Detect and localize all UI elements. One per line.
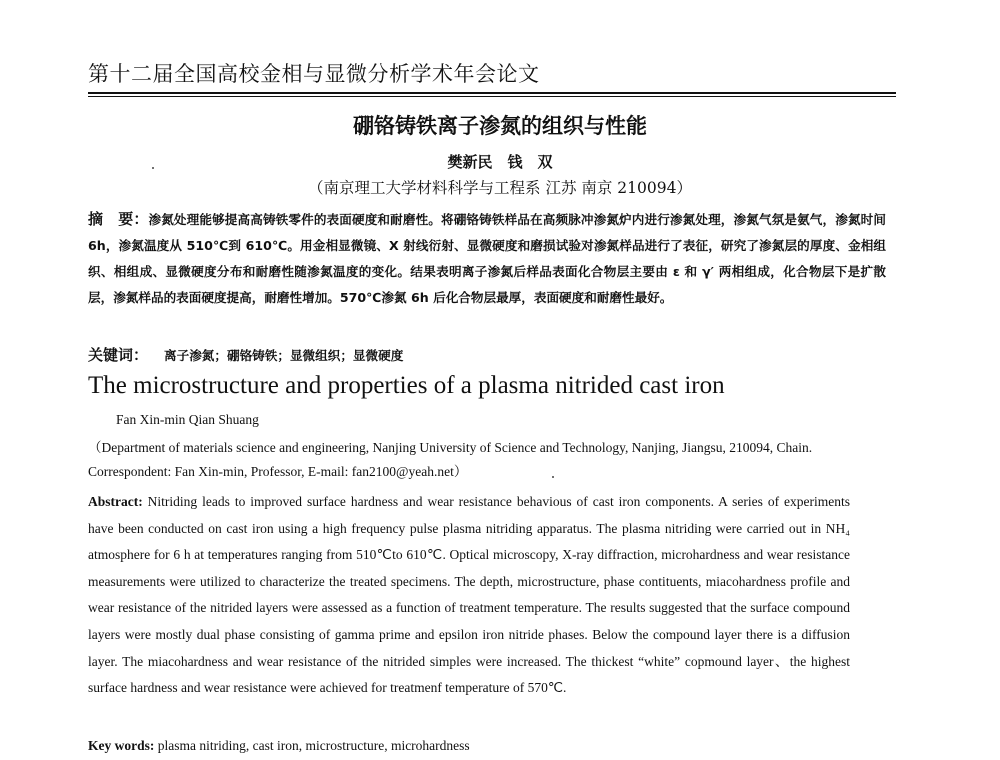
header-rule-thin — [88, 96, 896, 97]
keywords-cn — [88, 344, 403, 365]
abstract-cn — [88, 206, 886, 311]
abstract-en-text: Nitriding leads to improved surface hardness and wear resistance behavious of cast iron components. A series of experiments have been conducted on cast iron using a high frequency pulse plasma nitriding apparatus. The plasma nitriding were carried out in NH₄ atmosphere for 6 h at temperatures ranging from 510℃to 610℃. Optical microscopy, X-ray diffraction, microhardness and wear resistance measurements were utilized to characterize the treated specimens. The depth, microstructure, phase contituents, miacohardness profile and wear resistance of the nitrided layers were assessed as a function of treatment temperature. The results suggested that the surface compound layers were mostly dual phase consisting of gamma prime and epsilon iron nitride phases. Below the compound layer there is a diffusion layer. The miacohardness and wear resistance of the nitrided simples were increased. The thickest “white” copmound layer、the highest surface hardness and wear resistance were achieved for treatmenf temperature of 570℃. — [88, 494, 850, 696]
title-cn: 硼铬铸铁离子渗氮的组织与性能 — [353, 113, 647, 138]
header-rule — [88, 92, 896, 94]
scan-speck — [552, 476, 554, 478]
keywords-en-text: plasma nitriding, cast iron, microstructure, microhardness — [154, 738, 470, 753]
affiliation-en: （Department of materials science and engineering, Nanjing University of Science and Technology, Nanjing, Jiangsu, 210094, Chain. Correspondent: Fan Xin-min, Professor, E-mail: fan2100@yeah.net） — [88, 440, 813, 479]
title-en: The microstructure and properties of a plasma nitrided cast iron — [88, 372, 725, 399]
conference-header: 第十二届全国高校金相与显微分析学术年会论文 — [88, 62, 540, 86]
keywords-en-label: Key words: — [88, 738, 155, 753]
affiliation-cn: （南京理工大学材料科学与工程系 江苏 南京 210094） — [308, 179, 692, 197]
keywords-cn-label: 关键词： — [88, 346, 149, 364]
keywords-cn-text: 离子渗氮；硼铬铸铁；显微组织；显微硬度 — [164, 348, 404, 363]
abstract-cn-text: 渗氮处理能够提高高铸铁零件的表面硬度和耐磨性。将硼铬铸铁样品在高频脉冲渗氮炉内进行渗氮处理，渗氮气氛是氨气，渗氮时间 6h，渗氮温度从 510℃到 610℃。用金相显微镜、X 射线衍射、显微硬度和磨损试验对渗氮样品进行了表征，研究了渗氮层的厚度、金相组织、相组成、显微硬度分布和耐磨性随渗氮温度的变化。结果表明离子渗氮后样品表面化合物层主要由 ε 和 γ′ 两相组成，化合物层下是扩散层，渗氮样品的表面硬度提高，耐磨性增加。570℃渗氮 6h 后化合物层最厚，表面硬度和耐磨性最好。 — [88, 212, 886, 305]
abstract-en-label: Abstract: — [88, 494, 143, 509]
scan-speck — [152, 167, 154, 169]
abstract-cn-label: 摘 要： — [88, 210, 149, 228]
authors-en: Fan Xin-min Qian Shuang — [116, 412, 259, 427]
abstract-en — [88, 489, 850, 702]
authors-cn: 樊新民 钱 双 — [447, 153, 553, 171]
keywords-en — [88, 738, 470, 754]
